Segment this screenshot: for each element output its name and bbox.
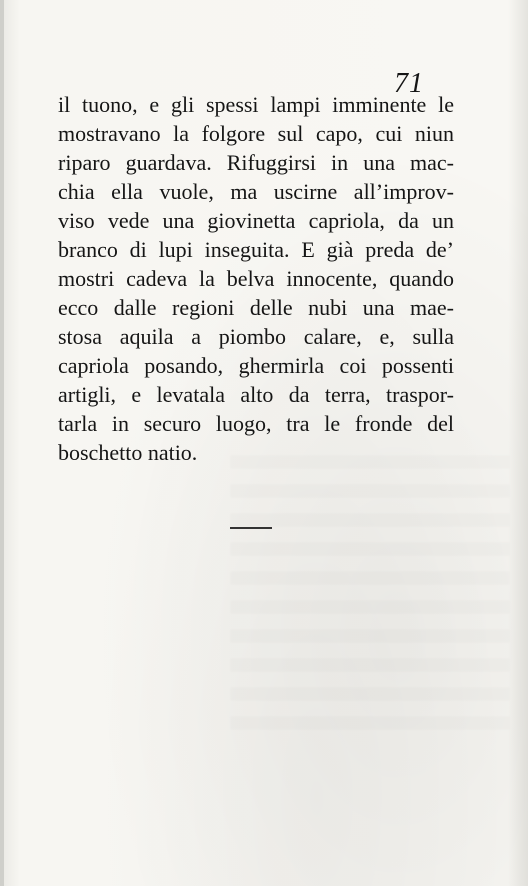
paper-bleed-through bbox=[230, 455, 510, 730]
section-divider bbox=[230, 527, 272, 529]
text-line: mostravano la folgore sul capo, cui niun bbox=[58, 121, 454, 146]
text-line: artigli, e levatala alto da terra, traspor- bbox=[58, 382, 454, 407]
text-line: chia ella vuole, ma uscirne all’improv- bbox=[58, 179, 454, 204]
text-line: tarla in securo luogo, tra le fronde del bbox=[58, 411, 454, 436]
text-line: branco di lupi inseguita. E già preda de’ bbox=[58, 237, 454, 262]
text-line: viso vede una giovinetta capriola, da un bbox=[58, 208, 454, 233]
text-line: mostri cadeva la belva innocente, quando bbox=[58, 266, 454, 291]
body-text bbox=[58, 90, 454, 467]
text-line-final: boschetto natio. bbox=[58, 440, 198, 465]
page-edge-shadow bbox=[0, 0, 4, 886]
text-line: stosa aquila a piombo calare, e, sulla bbox=[58, 324, 454, 349]
page-number: 71 bbox=[394, 68, 424, 99]
text-line: il tuono, e gli spessi lampi imminente le bbox=[58, 92, 454, 117]
text-line: capriola posando, ghermirla coi possenti bbox=[58, 353, 454, 378]
text-line: riparo guardava. Rifuggirsi in una mac- bbox=[58, 150, 454, 175]
text-line: ecco dalle regioni delle nubi una mae- bbox=[58, 295, 454, 320]
